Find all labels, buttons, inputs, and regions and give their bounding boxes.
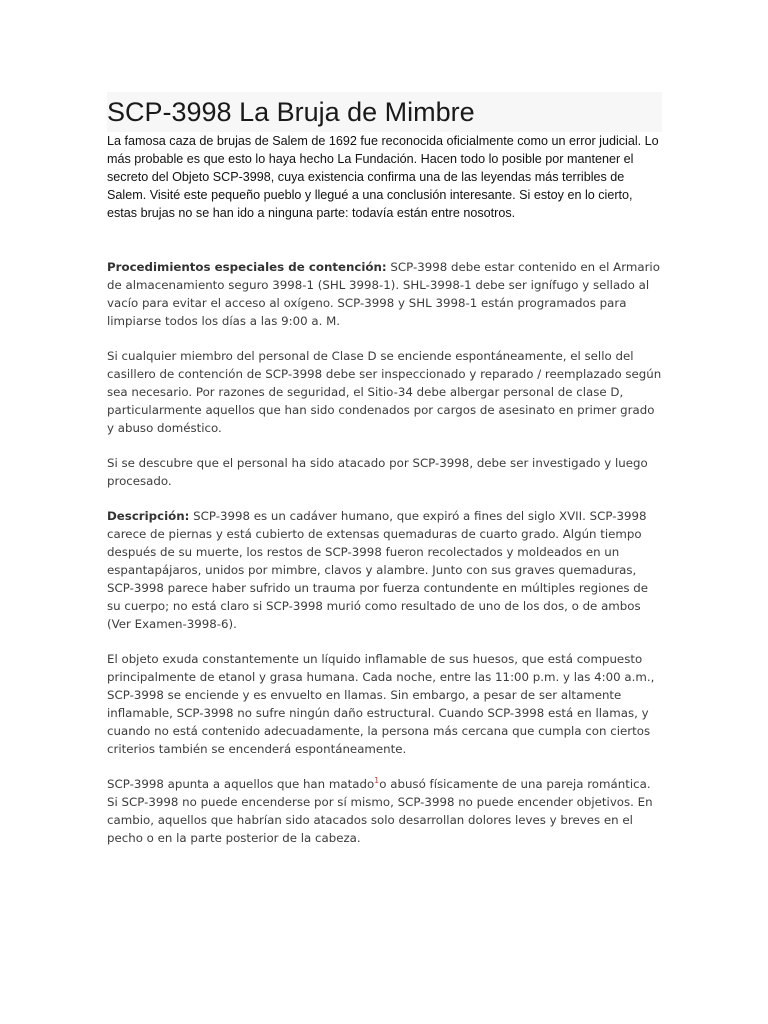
description-label: Descripción: <box>107 509 190 523</box>
liquid-paragraph: El objeto exuda constantemente un líquido inflamable de sus huesos, que está compuesto principalmente de etanol y grasa humana. Cada noche, entre las 11:00 p.m. y las 4:00 a.m., SCP-3998 se enciende y es envuelto en llamas. Sin embargo, a pesar de ser altamente inflamable, SCP-3998 no sufre ningún daño estructural. Cuando SCP-3998 está en llamas, y cuando no está contenido adecuadamente, la persona más cercana que cumpla con ciertos criterios también se encenderá espontáneamente. <box>107 652 655 756</box>
attacked-paragraph: Si se descubre que el personal ha sido atacado por SCP-3998, debe ser investigado y luego procesado. <box>107 456 648 488</box>
containment-paragraph <box>107 258 662 330</box>
document-title: SCP-3998 La Bruja de Mimbre <box>107 97 475 127</box>
title-band <box>107 92 662 132</box>
footnote-link[interactable]: 1 <box>374 776 380 786</box>
targets-text-before: SCP-3998 apunta a aquellos que han matado <box>107 777 375 791</box>
class-d-paragraph: Si cualquier miembro del personal de Clase D se enciende espontáneamente, el sello del casillero de contención de SCP-3998 debe ser inspeccionado y reparado / reemplazado según sea necesario. Por razones de seguridad, el Sitio-34 debe albergar personal de clase D, particularmente aquellos que han sido condenados por cargos de asesinato en primer grado y abuso doméstico. <box>107 349 662 435</box>
description-text: SCP-3998 es un cadáver humano, que expiró a fines del siglo XVII. SCP-3998 carece de piernas y está cubierto de extensas quemaduras de cuarto grado. Algún tiempo después de su muerte, los restos de SCP-3998 fueron recolectados y moldeados en un espantapájaros, unidos por mimbre, clavos y alambre. Junto con sus graves quemaduras, SCP-3998 parece haber sufrido un trauma por fuerza contundente en múltiples regiones de su cuerpo; no está claro si SCP-3998 murió como resultado de uno de los dos, o de ambos (Ver Examen-3998-6). <box>107 509 649 631</box>
targets-paragraph <box>107 775 662 847</box>
document-body <box>107 258 662 847</box>
description-paragraph <box>107 507 662 633</box>
containment-text: SCP-3998 debe estar contenido en el Armario de almacenamiento seguro 3998-1 (SHL 3998-1). SHL-3998-1 debe ser ignífugo y sellado al vacío para evitar el acceso al oxígeno. SCP-3998 y SHL 3998-1 están programados para limpiarse todos los días a las 9:00 a. M. <box>107 260 660 328</box>
targets-text-after: o abusó físicamente de una pareja romántica. Si SCP-3998 no puede encenderse por sí mismo, SCP-3998 no puede encender objetivos. En cambio, aquellos que habrían sido atacados solo desarrollan dolores leves y breves en el pecho o en la parte posterior de la cabeza. <box>107 777 653 845</box>
document-page <box>107 92 662 864</box>
containment-label: Procedimientos especiales de contención: <box>107 260 387 274</box>
intro-paragraph: La famosa caza de brujas de Salem de 1692 fue reconocida oficialmente como un error judicial. Lo más probable es que esto lo haya hecho La Fundación. Hacen todo lo posible por mantener el secreto del Objeto SCP-3998, cuya existencia confirma una de las leyendas más terribles de Salem. Visité este pequeño pueblo y llegué a una conclusión interesante. Si estoy en lo cierto, estas brujas no se han ido a ninguna parte: todavía están entre nosotros. <box>107 134 659 220</box>
